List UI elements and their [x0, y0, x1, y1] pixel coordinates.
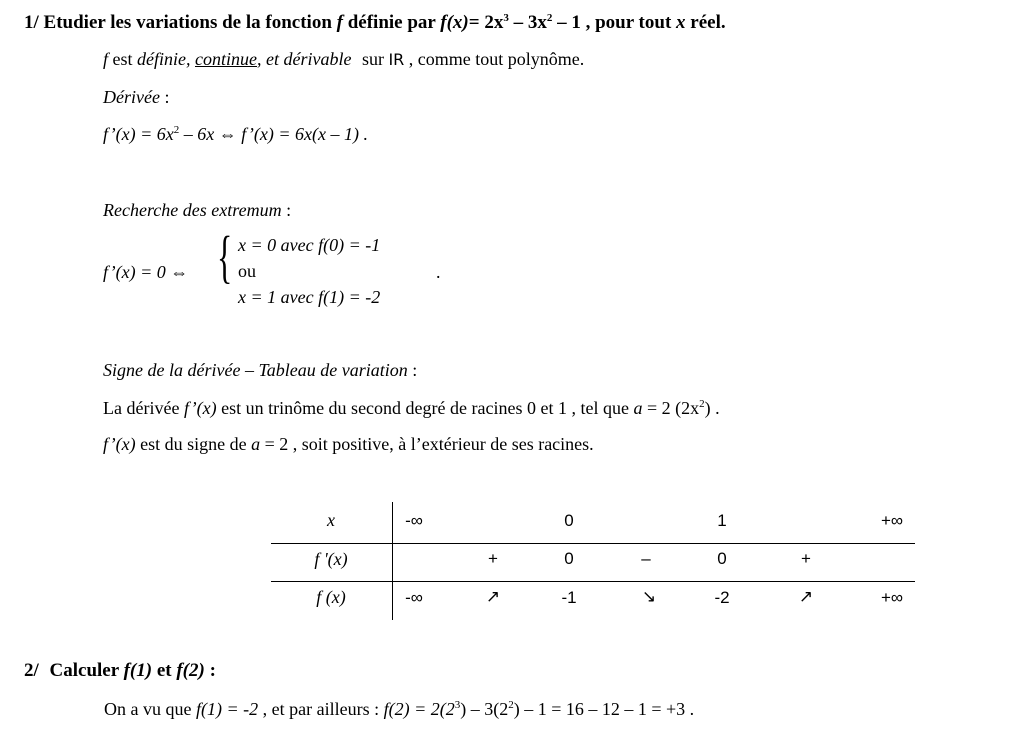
heading-text: – 1 , pour tout: [557, 12, 672, 33]
function-symbol: f: [336, 12, 343, 33]
question-number: 1/: [24, 12, 39, 33]
text: définie,: [137, 49, 191, 69]
variable: a: [633, 398, 643, 418]
system-lhs: [103, 262, 188, 283]
left-brace: {: [217, 224, 233, 289]
function-expression: f(1): [123, 660, 153, 681]
table-divider: [271, 543, 915, 544]
real-numbers-symbol: IR: [388, 50, 405, 69]
sign-line-2: [103, 434, 594, 455]
arrow-up-right-icon: ↗: [798, 587, 814, 607]
text: est un trinôme du second degré de racines 0 et 1 , tel que: [221, 398, 629, 418]
formula: ) – 1 = 16 – 12 – 1 = +3 .: [513, 699, 695, 719]
system-period: .: [436, 262, 441, 282]
function-symbol: f: [103, 49, 109, 69]
formula: f’(x): [183, 398, 217, 418]
table-cell: -∞: [405, 511, 423, 530]
table-label-f: f (x): [316, 587, 346, 607]
extremum-heading: [103, 200, 291, 221]
table-cell: +: [488, 549, 498, 568]
heading-text: :: [209, 660, 216, 681]
text: continue: [195, 49, 257, 69]
function-expression: f(x): [440, 12, 469, 33]
formula: f(2) = 2(2: [383, 699, 455, 719]
formula: x = 0 avec f(0) = -1: [238, 235, 381, 255]
table-label-x: x: [327, 510, 335, 530]
text: est du signe de: [140, 434, 247, 454]
heading-text: et: [156, 660, 172, 681]
text: , et dérivable: [256, 49, 352, 69]
table-cell: 0: [564, 511, 574, 530]
sign-line-1: [103, 398, 720, 419]
exponent: 2: [546, 12, 553, 24]
table-cell: +∞: [880, 511, 904, 530]
text: sur: [361, 49, 384, 69]
heading-text: :: [412, 360, 418, 380]
text: On a vu que: [104, 699, 192, 719]
heading-text: Dérivée: [103, 87, 160, 107]
function-expression: f(2): [176, 660, 205, 681]
heading-text: Etudier les variations de la fonction: [43, 12, 332, 33]
text: = 2 , soit positive, à l’extérieur de ses racines.: [264, 434, 594, 454]
table-cell: 0: [717, 549, 727, 568]
derivative-formula: [103, 124, 368, 145]
text: La dérivée: [103, 398, 180, 418]
table-cell: +∞: [880, 588, 904, 607]
exponent: 3: [503, 12, 509, 24]
question-number: 2/: [24, 660, 39, 681]
formula: ) – 3(2: [460, 699, 509, 719]
heading-text: Signe de la dérivée – Tableau de variation: [103, 360, 408, 380]
table-cell: +: [801, 549, 811, 568]
formula: f’(x) = 0 ⇔: [103, 262, 189, 282]
formula: x = 1 avec f(1) = -2: [238, 287, 381, 307]
text: ) .: [704, 398, 720, 418]
text: est: [112, 49, 133, 69]
heading-text: Recherche des extremum: [103, 200, 282, 220]
table-cell: 1: [717, 511, 727, 530]
definition-line: [103, 49, 584, 70]
arrow-down-right-icon: ↘: [641, 587, 657, 607]
heading-text: réel.: [690, 12, 726, 33]
system-line-1: [238, 235, 380, 256]
question-1-heading: [24, 12, 726, 34]
variation-table: [271, 502, 915, 620]
table-cell: -∞: [405, 588, 423, 607]
text: = 2 (2x: [646, 398, 700, 418]
text: , comme tout polynôme.: [408, 49, 585, 69]
system-line-2: [238, 261, 256, 282]
text: , et par ailleurs :: [262, 699, 380, 719]
system-line-3: [238, 287, 380, 308]
table-cell: 0: [564, 549, 574, 568]
exponent: 3: [454, 699, 461, 711]
exponent: 2: [508, 699, 514, 711]
table-divider: [271, 581, 915, 582]
variable: x: [676, 12, 686, 33]
heading-text: – 3x: [513, 12, 547, 33]
derivative-heading: [103, 87, 169, 108]
formula: f’(x): [103, 434, 136, 454]
exponent: 2: [173, 124, 180, 136]
heading-text: :: [164, 87, 170, 107]
question-2-answer: [104, 699, 694, 720]
table-cell: -1: [561, 588, 577, 607]
arrow-up-right-icon: ↗: [485, 587, 501, 607]
question-2-heading: [24, 660, 216, 682]
variable: a: [251, 434, 261, 454]
exponent: 2: [699, 398, 705, 410]
heading-text: :: [286, 200, 292, 220]
heading-text: Calculer: [49, 660, 119, 681]
sign-heading: [103, 360, 417, 381]
table-cell: –: [641, 549, 651, 568]
formula: f’(x) = 6x: [103, 124, 174, 144]
formula: – 6x ⇔ f’(x) = 6x(x – 1) .: [183, 124, 368, 144]
formula: f(1) = -2: [195, 699, 259, 719]
table-label-fprime: f '(x): [314, 549, 348, 569]
heading-text: définie par: [347, 12, 436, 33]
formula: ou: [238, 261, 256, 281]
heading-text: = 2x: [468, 12, 504, 33]
table-cell: -2: [714, 588, 730, 607]
